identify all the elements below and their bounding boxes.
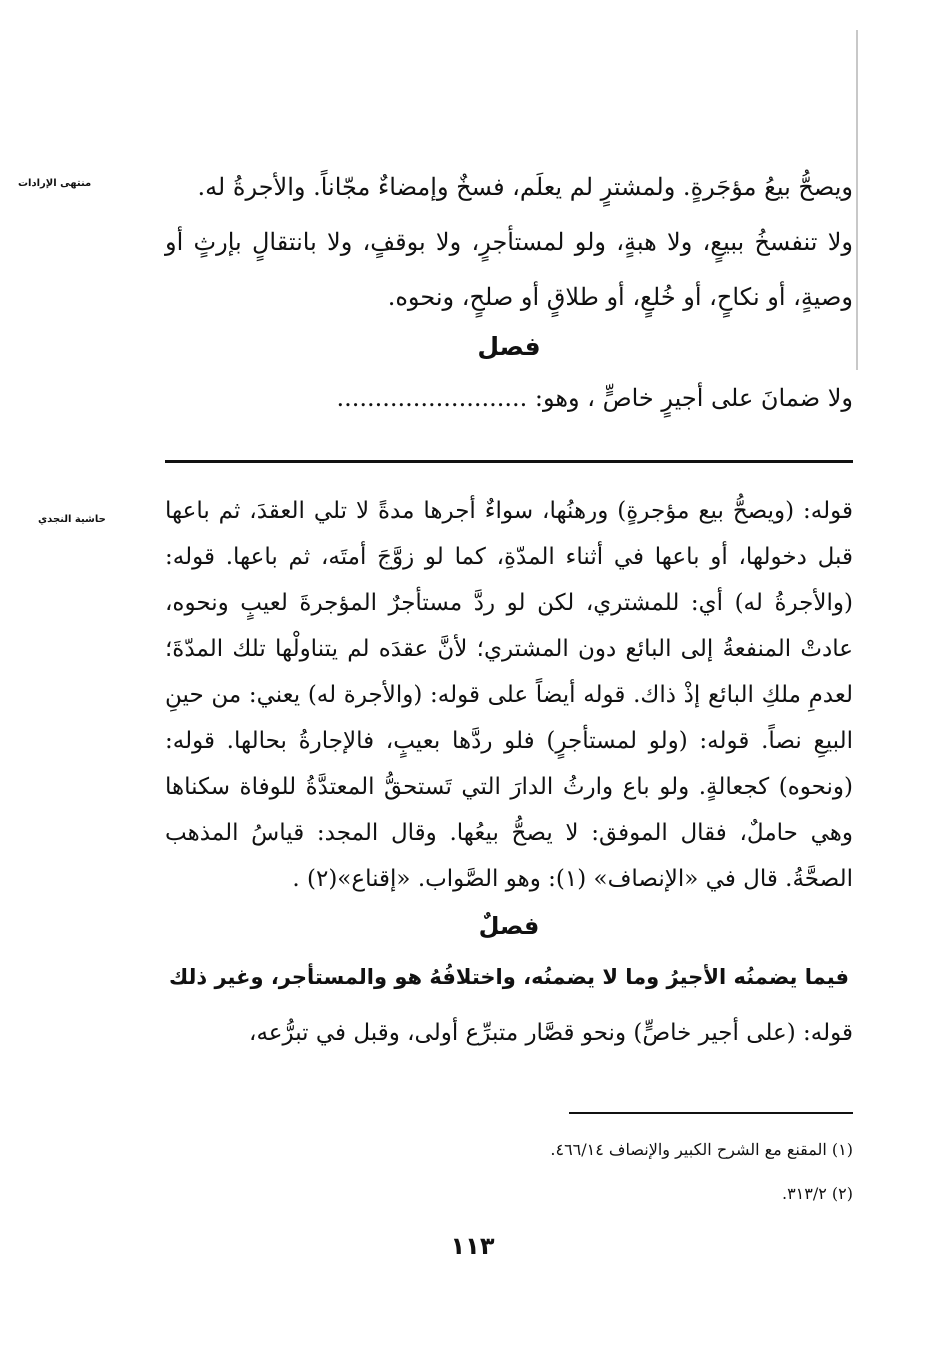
margin-note-source: منتهى الإرادات	[18, 178, 92, 189]
main-paragraph-3: ولا ضمانَ على أجيرٍ خاصٍّ ، وهو: .........................	[336, 384, 853, 412]
page-number: ١١٣	[450, 1232, 495, 1260]
main-paragraph-1: ويصحُّ بيعُ مؤجَرةٍ. ولمشترٍ لم يعلَم، فسخٌ وإمضاءٌ مجّاناً. والأجرةُ له.	[197, 173, 853, 201]
footnotes	[165, 1128, 853, 1216]
commentary-heading: فصلٌ	[478, 912, 540, 940]
commentary-subheading: فيما يضمنُه الأجيرُ وما لا يضمنُه، واختلافُهُ هو والمستأجر، وغير ذلك	[168, 965, 850, 989]
text-divider	[165, 460, 853, 463]
commentary-text	[165, 488, 853, 1056]
commentary-paragraph-2: قوله: (على أجير خاصٍّ) ونحو قصَّار متبرِّع أولى، وقبل في تبرُّعه،	[249, 1020, 853, 1046]
footnote-divider	[569, 1112, 853, 1114]
margin-edge-line	[856, 30, 858, 370]
main-paragraph-2: ولا تنفسخُ ببيعٍ، ولا هبةٍ، ولو لمستأجرٍ، ولا بوقفٍ، ولا بانتقالٍ بإرثٍ أو وصيةٍ، أو نكاحٍ، أو خُلعٍ، أو طلاقٍ أو صلحٍ، ونحوه.	[165, 228, 853, 311]
main-text	[165, 160, 853, 427]
footnote-1: (١) المقنع مع الشرح الكبير والإنصاف ٤٦٦/١٤.	[550, 1140, 853, 1159]
margin-note-commentary: حاشية النجدي	[38, 514, 106, 525]
section-heading: فصل	[477, 332, 541, 361]
footnote-2: (٢) ٣١٣/٢.	[781, 1184, 853, 1203]
commentary-paragraph-1: قوله: (ويصحُّ بيع مؤجرةٍ) ورهنُها، سواءٌ أجرها مدةً لا تلي العقدَ، ثم باعها قبل دخولها، أو باعها في أثناء المدّةِ، كما لو زوَّجَ أمتَه، ثم باعها. قوله: (والأجرةُ له) أي: للمشتري، لكن لو ردَّ مستأجرٌ المؤجرةَ لعيبٍ ونحوه، عادتْ المنفعةُ إلى البائع دون المشتري؛ لأنَّ عقدَه لم يتناولْها تلك المدّةَ؛ لعدمِ ملكِ البائع إذْ ذاك. قوله أيضاً على قوله: (والأجرة له) يعني: من حينِ البيعِ نصاً. قوله: (ولو لمستأجرٍ) فلو ردَّها بعيبٍ، فالإجارةُ بحالها. قوله: (ونحوه) كجعالةٍ. ولو باع وارثُ الدارَ التي تَستحقُّ المعتدَّةُ للوفاة سكناها وهي حاملٌ، فقال الموفق: لا يصحُّ بيعُها. وقال المجد: قياسُ المذهب الصحَّةُ. قال في «الإنصاف» (١): وهو الصَّواب. «إقناع»(٢) .	[165, 498, 853, 892]
